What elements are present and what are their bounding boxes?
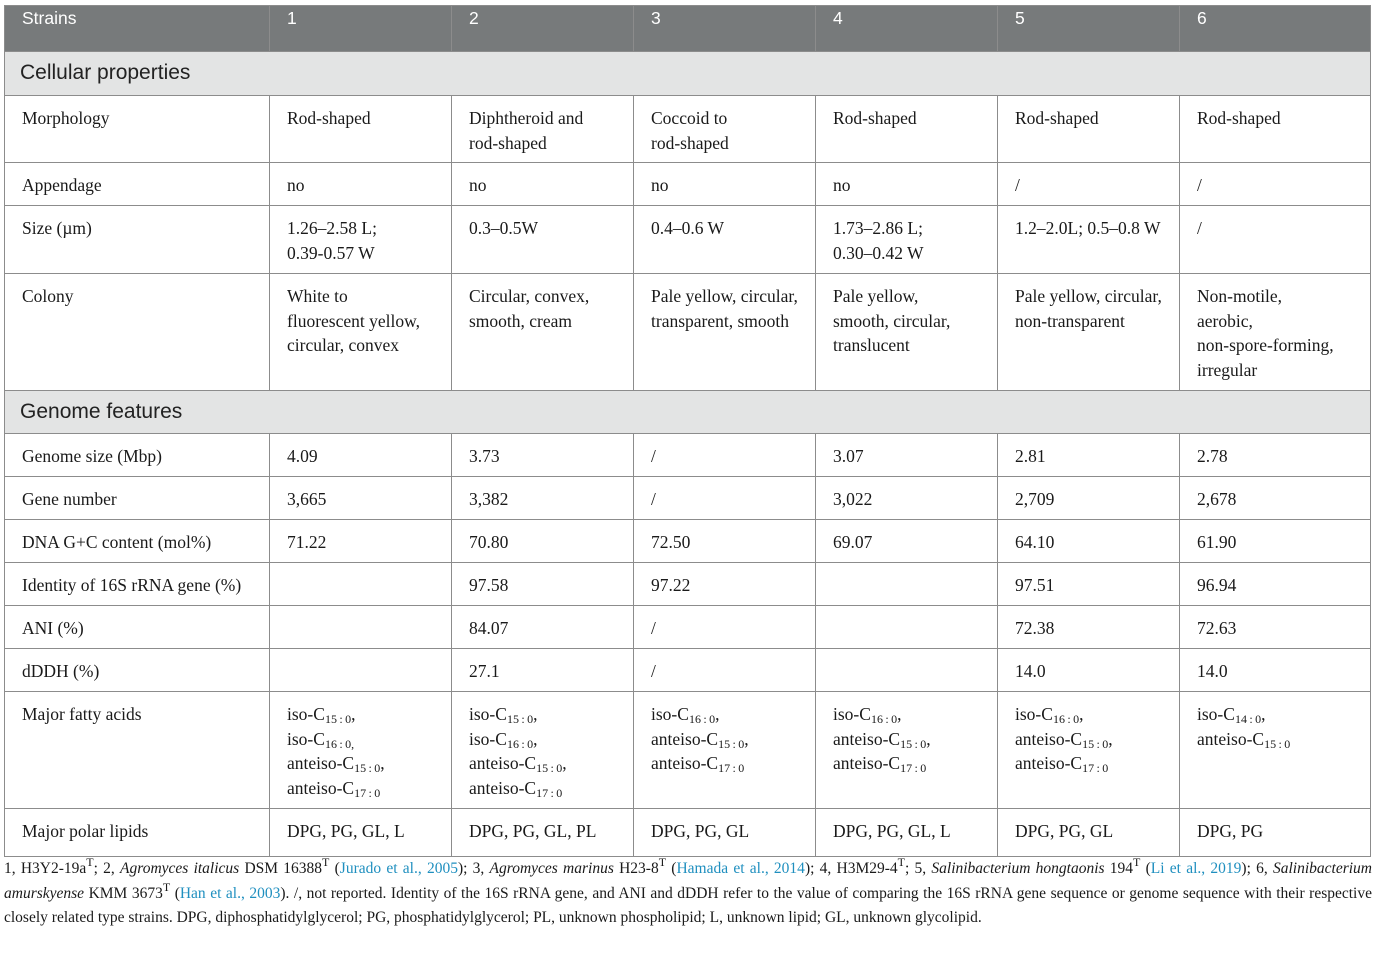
cell-strain-4 xyxy=(816,649,998,692)
cell-line: non-spore-forming, xyxy=(1197,335,1334,355)
fatty-acid xyxy=(287,702,441,727)
cell-line: 64.10 xyxy=(1015,532,1055,552)
row-label: DNA G+C content (mol%) xyxy=(5,520,270,563)
type-strain-superscript: T xyxy=(86,855,94,869)
cell-strain-4 xyxy=(816,96,998,163)
cell-line: 2,678 xyxy=(1197,489,1237,509)
cell-line: 3.73 xyxy=(469,446,500,466)
cell-line: 1.2–2.0L; 0.5–0.8 W xyxy=(1015,218,1161,238)
table-row-major-fatty-acids xyxy=(5,692,1371,809)
table-row-identity-of-16s-rrna-gene xyxy=(5,563,1371,606)
cell-strain-5 xyxy=(998,606,1180,649)
cell-line: smooth, circular, xyxy=(833,310,951,331)
cell-line: 97.58 xyxy=(469,575,509,595)
type-strain-superscript: T xyxy=(1133,855,1141,869)
fatty-acid-name: iso-C xyxy=(833,704,871,724)
fatty-acid-notation: 15 : 0 xyxy=(536,761,563,775)
fatty-acid xyxy=(469,702,623,727)
cell-strain-2 xyxy=(452,563,634,606)
cell-strain-4 xyxy=(816,274,998,391)
row-label: ANI (%) xyxy=(5,606,270,649)
fatty-acid xyxy=(651,702,805,727)
fatty-acid-name: iso-C xyxy=(469,704,507,724)
cell-line: rod-shaped xyxy=(651,132,729,153)
punctuation: , xyxy=(533,704,538,724)
table-row-appendage xyxy=(5,163,1371,206)
cell-line: Rod-shaped xyxy=(833,108,917,128)
header-strain-5: 5 xyxy=(998,6,1180,52)
table-row-morphology xyxy=(5,96,1371,163)
citation-link[interactable]: Li et al., 2019 xyxy=(1150,860,1242,877)
cell-strain-2 xyxy=(452,477,634,520)
fatty-acid-name: anteiso-C xyxy=(651,728,719,749)
fatty-acid-name: anteiso-C xyxy=(651,753,719,773)
table-row-ani xyxy=(5,606,1371,649)
cell-strain-2 xyxy=(452,96,634,163)
cell-line: 71.22 xyxy=(287,532,327,552)
cell-line: 70.80 xyxy=(469,532,509,552)
cell-line: fluorescent yellow, xyxy=(287,310,420,331)
species-name: Salinibacterium amurskyense xyxy=(4,860,1373,902)
cell-line: DPG, PG, GL, PL xyxy=(469,821,597,841)
cell-line: Circular, convex, xyxy=(469,286,590,306)
citation-link[interactable]: Hamada et al., 2014 xyxy=(676,860,805,877)
header-strain-4: 4 xyxy=(816,6,998,52)
footnote-text: ; 2, xyxy=(93,860,121,877)
cell-strain-5 xyxy=(998,477,1180,520)
cell-line: Rod-shaped xyxy=(287,108,371,128)
cell-strain-2 xyxy=(452,520,634,563)
cell-line: 69.07 xyxy=(833,532,873,552)
cell-strain-6 xyxy=(1180,96,1371,163)
cell-line: 14.0 xyxy=(1015,661,1046,681)
cell-line: 1.26–2.58 L; xyxy=(287,218,377,238)
cell-line: Pale yellow, circular, xyxy=(651,286,798,306)
cell-line: 0.30–0.42 W xyxy=(833,242,924,263)
section-row-cellular-properties xyxy=(5,52,1371,96)
species-name: Agromyces italicus xyxy=(120,860,240,877)
cell-line: transparent, smooth xyxy=(651,310,790,331)
cell-strain-1 xyxy=(270,163,452,206)
fatty-acid xyxy=(833,727,987,752)
fatty-acid-notation: 17 : 0 xyxy=(718,761,745,775)
cell-strain-5 xyxy=(998,206,1180,274)
cell-strain-4 xyxy=(816,809,998,857)
cell-strain-1 xyxy=(270,434,452,477)
footnote-text: DSM 16388 xyxy=(239,860,323,877)
footnote-text: ( xyxy=(666,860,677,877)
cell-line: 3,665 xyxy=(287,489,327,509)
cell-strain-3 xyxy=(634,434,816,477)
fatty-acid-name: iso-C xyxy=(1015,704,1053,724)
cell-line: 2.78 xyxy=(1197,446,1228,466)
cell-strain-1 xyxy=(270,692,452,809)
cell-strain-1 xyxy=(270,563,452,606)
cell-line: / xyxy=(1197,175,1202,195)
fatty-acid xyxy=(469,727,623,752)
table-footnote xyxy=(4,857,1372,931)
cell-strain-3 xyxy=(634,477,816,520)
row-label: Genome size (Mbp) xyxy=(5,434,270,477)
table-row-dddh xyxy=(5,649,1371,692)
fatty-acid-name: anteiso-C xyxy=(287,753,355,773)
fatty-acid xyxy=(1015,751,1169,776)
row-label: Major fatty acids xyxy=(5,692,270,809)
fatty-acid xyxy=(1015,702,1169,727)
cell-strain-5 xyxy=(998,520,1180,563)
fatty-acid-name: iso-C xyxy=(469,728,507,749)
punctuation: , xyxy=(1079,704,1084,724)
punctuation: , xyxy=(380,753,385,773)
cell-line: Coccoid to xyxy=(651,108,728,128)
fatty-acid-notation: 15 : 0 xyxy=(900,736,927,751)
footnote-text: ); 6, xyxy=(1241,860,1273,877)
cell-line: 1.73–2.86 L; xyxy=(833,218,923,238)
fatty-acid xyxy=(469,751,623,776)
cell-strain-4 xyxy=(816,606,998,649)
fatty-acid-notation: 16 : 0 xyxy=(506,736,534,751)
cell-line: Non-motile, xyxy=(1197,286,1283,306)
table-row-gene-number xyxy=(5,477,1371,520)
cell-strain-5 xyxy=(998,434,1180,477)
cell-line: 96.94 xyxy=(1197,575,1237,595)
cell-line: Pale yellow, circular, xyxy=(1015,286,1162,306)
cell-line: 84.07 xyxy=(469,618,509,638)
footnote-text: ); 3, xyxy=(457,860,490,877)
cell-line: 72.63 xyxy=(1197,618,1237,638)
cell-line: Diphtheroid and xyxy=(469,108,584,128)
cell-line: 72.38 xyxy=(1015,618,1055,638)
cell-strain-5 xyxy=(998,692,1180,809)
cell-strain-6 xyxy=(1180,163,1371,206)
fatty-acid xyxy=(651,727,805,752)
fatty-acid xyxy=(287,727,441,752)
fatty-acid-notation: 16 : 0 xyxy=(688,712,716,726)
cell-strain-4 xyxy=(816,563,998,606)
fatty-acid-notation: 16 : 0 xyxy=(1052,712,1080,726)
cell-strain-2 xyxy=(452,206,634,274)
cell-line: 27.1 xyxy=(469,661,500,681)
type-strain-superscript: T xyxy=(322,855,330,869)
cell-line: 0.4–0.6 W xyxy=(651,218,725,238)
table-header-row xyxy=(5,6,1371,52)
fatty-acid xyxy=(651,751,805,776)
row-label: Appendage xyxy=(5,163,270,206)
cell-strain-2 xyxy=(452,606,634,649)
punctuation: , xyxy=(897,704,902,724)
cell-strain-2 xyxy=(452,274,634,391)
fatty-acid-name: anteiso-C xyxy=(1015,753,1083,773)
cell-strain-6 xyxy=(1180,563,1371,606)
fatty-acid-notation: 17 : 0 xyxy=(354,785,381,800)
fatty-acid-name: iso-C xyxy=(651,704,689,724)
header-strain-1: 1 xyxy=(270,6,452,52)
cell-strain-5 xyxy=(998,274,1180,391)
cell-strain-3 xyxy=(634,520,816,563)
row-label: dDDH (%) xyxy=(5,649,270,692)
fatty-acid-name: anteiso-C xyxy=(469,777,537,798)
fatty-acid-name: iso-C xyxy=(287,704,325,724)
footnote-text: ( xyxy=(170,884,180,902)
cell-strain-5 xyxy=(998,163,1180,206)
cell-line: non-transparent xyxy=(1015,310,1125,331)
cell-line: / xyxy=(651,446,656,466)
citation-link[interactable]: Jurado et al., 2005 xyxy=(339,860,458,877)
cell-strain-5 xyxy=(998,563,1180,606)
punctuation: , xyxy=(1261,704,1266,724)
cell-line: 3.07 xyxy=(833,446,864,466)
fatty-acid-name: iso-C xyxy=(1197,704,1235,724)
fatty-acid-name: anteiso-C xyxy=(833,753,901,773)
cell-line: no xyxy=(833,175,851,195)
cell-strain-2 xyxy=(452,809,634,857)
table-row-colony xyxy=(5,274,1371,391)
fatty-acid-notation: 15 : 0 xyxy=(1264,736,1291,751)
cell-strain-6 xyxy=(1180,274,1371,391)
fatty-acid-notation: 15 : 0 xyxy=(506,712,534,726)
species-name: Agromyces marinus xyxy=(489,860,614,877)
fatty-acid-name: anteiso-C xyxy=(469,753,537,773)
type-strain-superscript: T xyxy=(658,855,667,869)
fatty-acid xyxy=(1015,727,1169,752)
cell-line: Rod-shaped xyxy=(1197,108,1281,128)
section-row-genome-features xyxy=(5,391,1371,434)
cell-line: no xyxy=(651,175,669,195)
row-label: Major polar lipids xyxy=(5,809,270,857)
footnote-text: 1, H3Y2-19a xyxy=(4,860,87,877)
cell-strain-3 xyxy=(634,274,816,391)
fatty-acid-name: iso-C xyxy=(287,728,325,749)
fatty-acid-name: anteiso-C xyxy=(833,728,901,749)
cell-line: DPG, PG xyxy=(1197,821,1264,841)
cell-strain-6 xyxy=(1180,809,1371,857)
cell-line: White to xyxy=(287,286,348,306)
cell-line: 4.09 xyxy=(287,446,318,466)
cell-line: DPG, PG, GL xyxy=(1015,821,1114,841)
punctuation: , xyxy=(744,728,749,749)
cell-strain-5 xyxy=(998,96,1180,163)
header-strain-2: 2 xyxy=(452,6,634,52)
footnote-text: ( xyxy=(329,860,340,877)
cell-strain-4 xyxy=(816,520,998,563)
cell-line: rod-shaped xyxy=(469,132,547,153)
cell-strain-6 xyxy=(1180,692,1371,809)
table-row-size-m xyxy=(5,206,1371,274)
row-label: Colony xyxy=(5,274,270,391)
footnote-text: ). /, not reported. Identity of the 16S rRNA gene, and ANI and dDDH refer to the value of comparing the 16S rRNA gene sequence or genome sequence with their respective closely related type strains. DPG, diphosphatidylglycerol; PG, phosphatidylglycerol; PL, unknown phospholipid; L, unknown lipid; GL, unknown glycolipid. xyxy=(4,884,1372,926)
fatty-acid xyxy=(1197,727,1360,752)
cell-line: 97.22 xyxy=(651,575,691,595)
table-row-dna-g-c-content-mol xyxy=(5,520,1371,563)
cell-strain-5 xyxy=(998,809,1180,857)
fatty-acid-notation: 17 : 0 xyxy=(536,785,563,800)
cell-line: 3,022 xyxy=(833,489,873,509)
cell-line: Pale yellow, xyxy=(833,286,919,306)
cell-strain-6 xyxy=(1180,434,1371,477)
cell-strain-3 xyxy=(634,96,816,163)
cell-strain-2 xyxy=(452,163,634,206)
cell-strain-2 xyxy=(452,649,634,692)
cell-strain-4 xyxy=(816,434,998,477)
fatty-acid-notation: 15 : 0 xyxy=(718,736,745,751)
table-row-major-polar-lipids xyxy=(5,809,1371,857)
cell-line: circular, convex xyxy=(287,335,400,355)
fatty-acid-notation: 17 : 0 xyxy=(1082,761,1109,775)
fatty-acid xyxy=(1197,702,1360,727)
cell-line: 0.39-0.57 W xyxy=(287,242,375,263)
cell-line: / xyxy=(651,618,656,638)
row-label: Morphology xyxy=(5,96,270,163)
cell-strain-6 xyxy=(1180,606,1371,649)
type-strain-superscript: T xyxy=(162,879,171,894)
cell-strain-1 xyxy=(270,606,452,649)
cell-line: Rod-shaped xyxy=(1015,108,1099,128)
strain-comparison-table xyxy=(4,5,1371,857)
cell-line: no xyxy=(287,175,305,195)
row-label: Identity of 16S rRNA gene (%) xyxy=(5,563,270,606)
footnote-text: 194 xyxy=(1104,860,1134,877)
footnote-text: KMM 3673 xyxy=(84,884,163,902)
cell-line: / xyxy=(1015,175,1020,195)
fatty-acid xyxy=(469,776,623,801)
table-row-genome-size-mbp xyxy=(5,434,1371,477)
cell-line: 14.0 xyxy=(1197,661,1228,681)
cell-strain-4 xyxy=(816,477,998,520)
punctuation: , xyxy=(351,704,356,724)
fatty-acid-notation: 17 : 0 xyxy=(900,761,927,775)
cell-line: irregular xyxy=(1197,359,1258,380)
fatty-acid-notation: 15 : 0 xyxy=(354,761,381,775)
cell-line: DPG, PG, GL, L xyxy=(287,821,405,841)
cell-line: 3,382 xyxy=(469,489,509,509)
cell-strain-1 xyxy=(270,274,452,391)
cell-strain-6 xyxy=(1180,206,1371,274)
cell-line: / xyxy=(1197,218,1202,238)
footnote-text: ); 4, H3M29-4 xyxy=(804,860,898,877)
fatty-acid xyxy=(833,702,987,727)
cell-line: 2.81 xyxy=(1015,446,1046,466)
cell-line: / xyxy=(651,661,656,681)
footnote-text: ; 5, xyxy=(904,860,932,877)
punctuation: , xyxy=(1108,728,1113,749)
cell-line: / xyxy=(651,489,656,509)
cell-line: DPG, PG, GL xyxy=(651,821,750,841)
footnote-text: H23-8 xyxy=(613,860,659,877)
fatty-acid xyxy=(287,751,441,776)
cell-strain-1 xyxy=(270,206,452,274)
cell-strain-3 xyxy=(634,692,816,809)
fatty-acid-name: anteiso-C xyxy=(1015,728,1083,749)
section-title: Cellular properties xyxy=(5,52,1371,96)
header-strains: Strains xyxy=(5,6,270,52)
cell-strain-6 xyxy=(1180,477,1371,520)
cell-strain-3 xyxy=(634,809,816,857)
fatty-acid-notation: 15 : 0 xyxy=(324,712,352,726)
cell-strain-3 xyxy=(634,206,816,274)
cell-line: aerobic, xyxy=(1197,310,1253,331)
row-label: Gene number xyxy=(5,477,270,520)
punctuation: , xyxy=(715,704,720,724)
fatty-acid-notation: 16 : 0 xyxy=(870,712,898,726)
cell-line: 72.50 xyxy=(651,532,691,552)
cell-strain-6 xyxy=(1180,520,1371,563)
section-title: Genome features xyxy=(5,391,1371,434)
header-strain-3: 3 xyxy=(634,6,816,52)
fatty-acid-notation: 16 : 0, xyxy=(324,736,355,751)
cell-line: no xyxy=(469,175,487,195)
cell-strain-1 xyxy=(270,649,452,692)
cell-strain-3 xyxy=(634,163,816,206)
cell-line: 61.90 xyxy=(1197,532,1237,552)
cell-strain-3 xyxy=(634,649,816,692)
cell-line: 97.51 xyxy=(1015,575,1055,595)
cell-strain-1 xyxy=(270,809,452,857)
fatty-acid-name: anteiso-C xyxy=(287,777,355,798)
species-name: Salinibacterium hongtaonis xyxy=(931,860,1105,877)
footnote-text: ( xyxy=(1140,860,1151,877)
cell-line: smooth, cream xyxy=(469,310,573,331)
cell-line: 0.3–0.5W xyxy=(469,218,539,238)
cell-strain-2 xyxy=(452,434,634,477)
fatty-acid-notation: 14 : 0 xyxy=(1234,712,1262,726)
punctuation: , xyxy=(926,728,931,749)
punctuation: , xyxy=(533,728,538,749)
cell-strain-2 xyxy=(452,692,634,809)
table-body xyxy=(5,52,1371,857)
cell-strain-4 xyxy=(816,163,998,206)
fatty-acid-notation: 15 : 0 xyxy=(1082,736,1109,751)
punctuation: , xyxy=(562,753,567,773)
cell-line: DPG, PG, GL, L xyxy=(833,821,951,841)
cell-strain-3 xyxy=(634,563,816,606)
cell-line: translucent xyxy=(833,335,910,355)
cell-line: 2,709 xyxy=(1015,489,1055,509)
fatty-acid xyxy=(833,751,987,776)
cell-strain-1 xyxy=(270,477,452,520)
cell-strain-5 xyxy=(998,649,1180,692)
header-strain-6: 6 xyxy=(1180,6,1371,52)
fatty-acid-name: anteiso-C xyxy=(1197,728,1265,749)
row-label: Size (µm) xyxy=(5,206,270,274)
citation-link[interactable]: Han et al., 2003 xyxy=(179,884,281,902)
cell-strain-1 xyxy=(270,520,452,563)
cell-strain-4 xyxy=(816,692,998,809)
cell-strain-3 xyxy=(634,606,816,649)
fatty-acid xyxy=(287,776,441,801)
cell-strain-1 xyxy=(270,96,452,163)
type-strain-superscript: T xyxy=(897,855,905,869)
cell-strain-6 xyxy=(1180,649,1371,692)
cell-strain-4 xyxy=(816,206,998,274)
